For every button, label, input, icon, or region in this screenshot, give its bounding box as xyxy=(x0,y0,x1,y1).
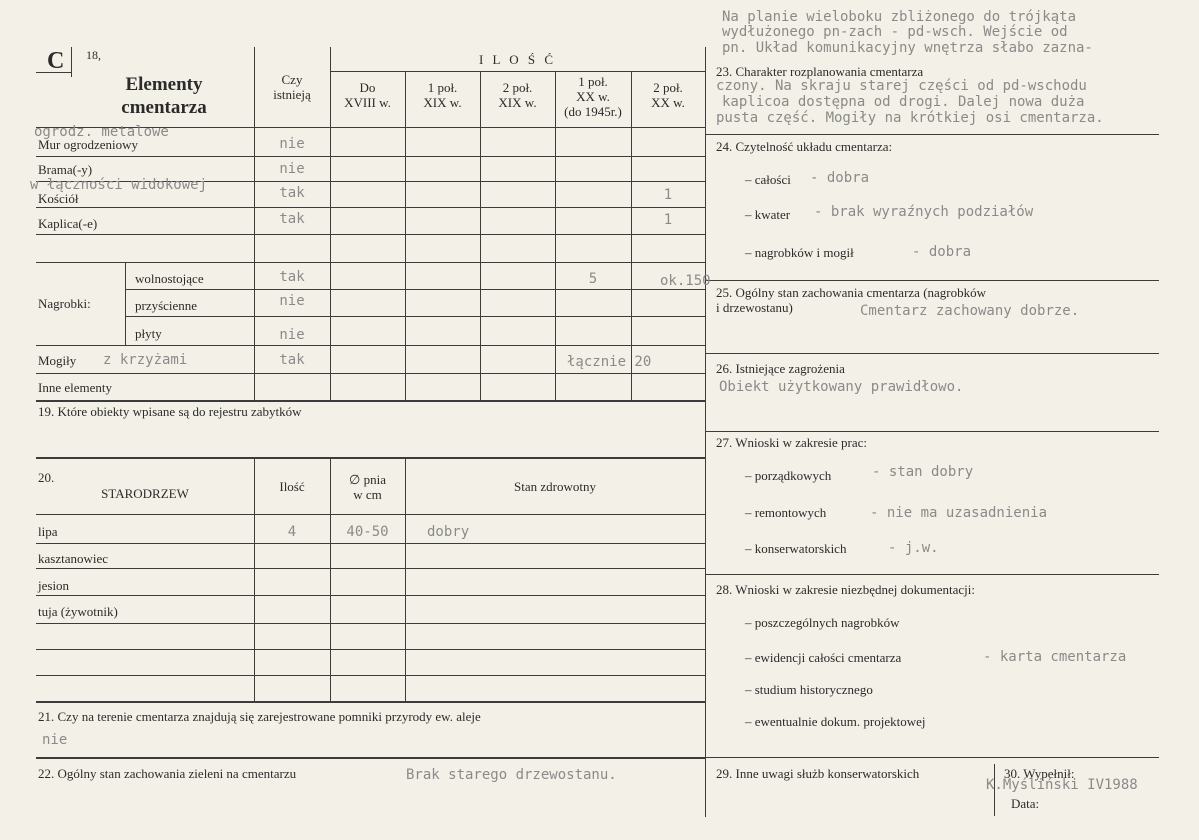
grid-line xyxy=(36,675,705,676)
grid-line xyxy=(36,373,705,374)
wolno-count-2pol: ok.150 xyxy=(660,273,711,289)
q19-label: 19. Które obiekty wpisane są do rejestru zabytków xyxy=(38,404,302,419)
row-label-mogily: Mogiły xyxy=(38,353,77,368)
grid-line xyxy=(36,207,705,208)
col-header: 1 poł. xyxy=(427,80,458,95)
q25-label-2: i drzewostanu) xyxy=(716,300,793,315)
row-label-nagrobki: Nagrobki: xyxy=(38,296,91,311)
tree-name: tuja (żywotnik) xyxy=(38,604,118,619)
grid-line xyxy=(125,316,705,317)
col-header: XIX w. xyxy=(498,95,537,110)
col-header: XVIII w. xyxy=(344,95,391,110)
row-label-plyty: płyty xyxy=(135,326,162,341)
grid-line xyxy=(36,345,705,346)
grid-line xyxy=(36,262,705,263)
section-line xyxy=(705,134,1159,135)
grid-line xyxy=(36,234,705,235)
section-line xyxy=(705,757,1159,758)
section-line xyxy=(705,353,1159,354)
q26-label: 26. Istniejące zagrożenia xyxy=(716,361,845,376)
czy-header: Czy xyxy=(281,72,303,87)
col-header: XIX w. xyxy=(423,95,462,110)
mogily-value: tak xyxy=(279,352,305,368)
q23-typed-3: pn. Układ komunikacyjny wnętrza słabo zazna- xyxy=(722,40,1093,56)
kosciol-note: w łączności widokowej xyxy=(30,177,208,193)
q28-ewidencji: – ewidencji całości cmentarza xyxy=(745,650,902,665)
plyty-value: nie xyxy=(279,327,305,343)
q23-typed-4: czony. Na skraju starej części od pd-wschodu xyxy=(716,78,1087,94)
col-header: XX w. xyxy=(651,95,685,110)
grid-line xyxy=(36,400,706,402)
row-label-wolno: wolnostojące xyxy=(135,271,204,286)
q24-kwater: – kwater xyxy=(745,207,791,222)
q24-label: 24. Czytelność układu cmentarza: xyxy=(716,139,893,154)
grid-line xyxy=(36,701,706,703)
title-line2: cmentarza xyxy=(121,97,207,118)
q28-ewidencji-answer: - karta cmentarza xyxy=(983,649,1127,665)
q21-label: 21. Czy na terenie cmentarza znajdują się zarejestrowane pomniki przyrody ew. aleje xyxy=(38,709,481,724)
q30-answer: K.Myśliński IV1988 xyxy=(986,777,1138,793)
q24-calosci: – całości xyxy=(745,172,791,187)
q24-nagrobkow: – nagrobków i mogił xyxy=(745,245,854,260)
trees-col-ilosc: Ilość xyxy=(279,479,305,494)
grid-line xyxy=(36,457,706,459)
q28-label: 28. Wnioski w zakresie niezbędnej dokumentacji: xyxy=(716,582,975,597)
col-header: XX w. xyxy=(576,89,610,104)
q24-nagrobkow-answer: - dobra xyxy=(912,244,972,260)
row-label-przysc: przyścienne xyxy=(135,298,198,313)
q28-studium: – studium historycznego xyxy=(745,682,873,697)
wolno-value: tak xyxy=(279,269,305,285)
trees-col-cm: w cm xyxy=(353,487,382,502)
kosciol-value: tak xyxy=(279,185,305,201)
kaplica-value: tak xyxy=(279,211,305,227)
tree-ilosc: 4 xyxy=(287,524,297,540)
row-label-kosciol: Kościół xyxy=(38,191,79,206)
row-label-inne: Inne elementy xyxy=(38,380,112,395)
row-label-kaplica: Kaplica(-e) xyxy=(38,216,98,231)
grid-line xyxy=(631,72,632,401)
mogily-note: z krzyżami xyxy=(103,352,188,368)
mur-value: nie xyxy=(279,136,305,152)
q24-kwater-answer: - brak wyraźnych podziałów xyxy=(814,204,1034,220)
q23-typed-5: kaplicoa dostępna od drogi. Dalej nowa duża xyxy=(722,94,1085,110)
mur-note: ogrodz. metalowe xyxy=(34,124,169,140)
tree-stan: dobry xyxy=(427,524,470,540)
col-header: 2 poł. xyxy=(502,80,533,95)
grid-line xyxy=(36,543,705,544)
grid-line xyxy=(36,514,705,515)
q24-calosci-answer: - dobra xyxy=(810,170,870,186)
row-label-mur: Mur ogrodzeniowy xyxy=(38,137,139,152)
grid-line xyxy=(405,72,406,401)
tree-name: lipa xyxy=(38,524,58,539)
section-line xyxy=(705,280,1159,281)
tree-name: kasztanowiec xyxy=(38,551,109,566)
grid-line xyxy=(36,623,705,624)
kaplica-count: 1 xyxy=(663,212,673,228)
q27-konserwatorskich-answer: - j.w. xyxy=(888,540,939,556)
trees-col-stan: Stan zdrowotny xyxy=(514,479,596,494)
brama-value: nie xyxy=(279,161,305,177)
q23-label: 23. Charakter rozplanowania cmentarza xyxy=(716,64,924,79)
kosciol-count: 1 xyxy=(663,187,673,203)
grid-line xyxy=(555,72,556,401)
q27-porzadkowych-answer: - stan dobry xyxy=(872,464,974,480)
q25-answer: Cmentarz zachowany dobrze. xyxy=(860,303,1080,319)
q27-porzadkowych: – porządkowych xyxy=(745,468,832,483)
trees-col-pnia: ∅ pnia xyxy=(349,472,386,487)
grid-line xyxy=(125,289,705,290)
grid-line xyxy=(36,757,706,759)
grid-line xyxy=(36,649,705,650)
c-number: 18, xyxy=(86,48,101,62)
q26-answer: Obiekt użytkowany prawidłowo. xyxy=(719,379,964,395)
grid-line xyxy=(36,156,705,157)
grid-line xyxy=(330,71,705,72)
q27-konserwatorskich: – konserwatorskich xyxy=(745,541,847,556)
data-label: Data: xyxy=(1011,796,1040,811)
grid-line xyxy=(36,568,705,569)
col-header: 1 poł. xyxy=(578,74,608,89)
col-header: 2 poł. xyxy=(653,80,683,95)
section-line xyxy=(705,574,1159,575)
q29-label: 29. Inne uwagi służb konserwatorskich xyxy=(716,766,920,781)
q27-label: 27. Wnioski w zakresie prac: xyxy=(716,435,868,450)
col-header: Do xyxy=(359,80,376,95)
q28-projektowej: – ewentualnie dokum. projektowej xyxy=(745,714,926,729)
starodrzew-title: STARODRZEW xyxy=(101,486,189,501)
col-header: (do 1945r.) xyxy=(564,104,622,119)
grid-line xyxy=(125,262,126,346)
row-label-brama: Brama(-y) xyxy=(38,162,93,177)
tree-pnia: 40-50 xyxy=(346,524,389,540)
wolno-count-1pol: 5 xyxy=(588,271,598,287)
tree-name: jesion xyxy=(38,578,70,593)
mogily-total: łącznie 20 xyxy=(567,354,652,370)
istnieja-header: istnieją xyxy=(273,87,311,102)
q22-label: 22. Ogólny stan zachowania zieleni na cmentarzu xyxy=(38,766,297,781)
section-line xyxy=(705,431,1159,432)
przysc-value: nie xyxy=(279,293,305,309)
q20-number: 20. xyxy=(38,470,55,485)
q27-remontowych-answer: - nie ma uzasadnienia xyxy=(870,505,1048,521)
q23-typed-1: Na planie wieloboku zbliżonego do trójkąta xyxy=(722,9,1077,25)
grid-line xyxy=(36,595,705,596)
grid-line xyxy=(480,72,481,401)
q25-label: 25. Ogólny stan zachowania cmentarza (nagrobków xyxy=(716,285,987,300)
q22-answer: Brak starego drzewostanu. xyxy=(406,767,617,783)
q30-label: 30. Wypełnił: xyxy=(1004,766,1075,781)
c-letter: C xyxy=(47,48,65,74)
ilosc-header: I L O Ś Ć xyxy=(478,52,557,67)
q23-typed-2: wydłużonego pn-zach - pd-wsch. Wejście od xyxy=(722,24,1068,40)
title-line1: Elementy xyxy=(125,74,203,95)
q27-remontowych: – remontowych xyxy=(745,505,827,520)
q21-answer: nie xyxy=(42,732,68,748)
q28-nagrobkow: – poszczególnych nagrobków xyxy=(745,615,900,630)
q23-typed-6: pusta część. Mogiły na krótkiej osi cmentarza. xyxy=(716,110,1104,126)
